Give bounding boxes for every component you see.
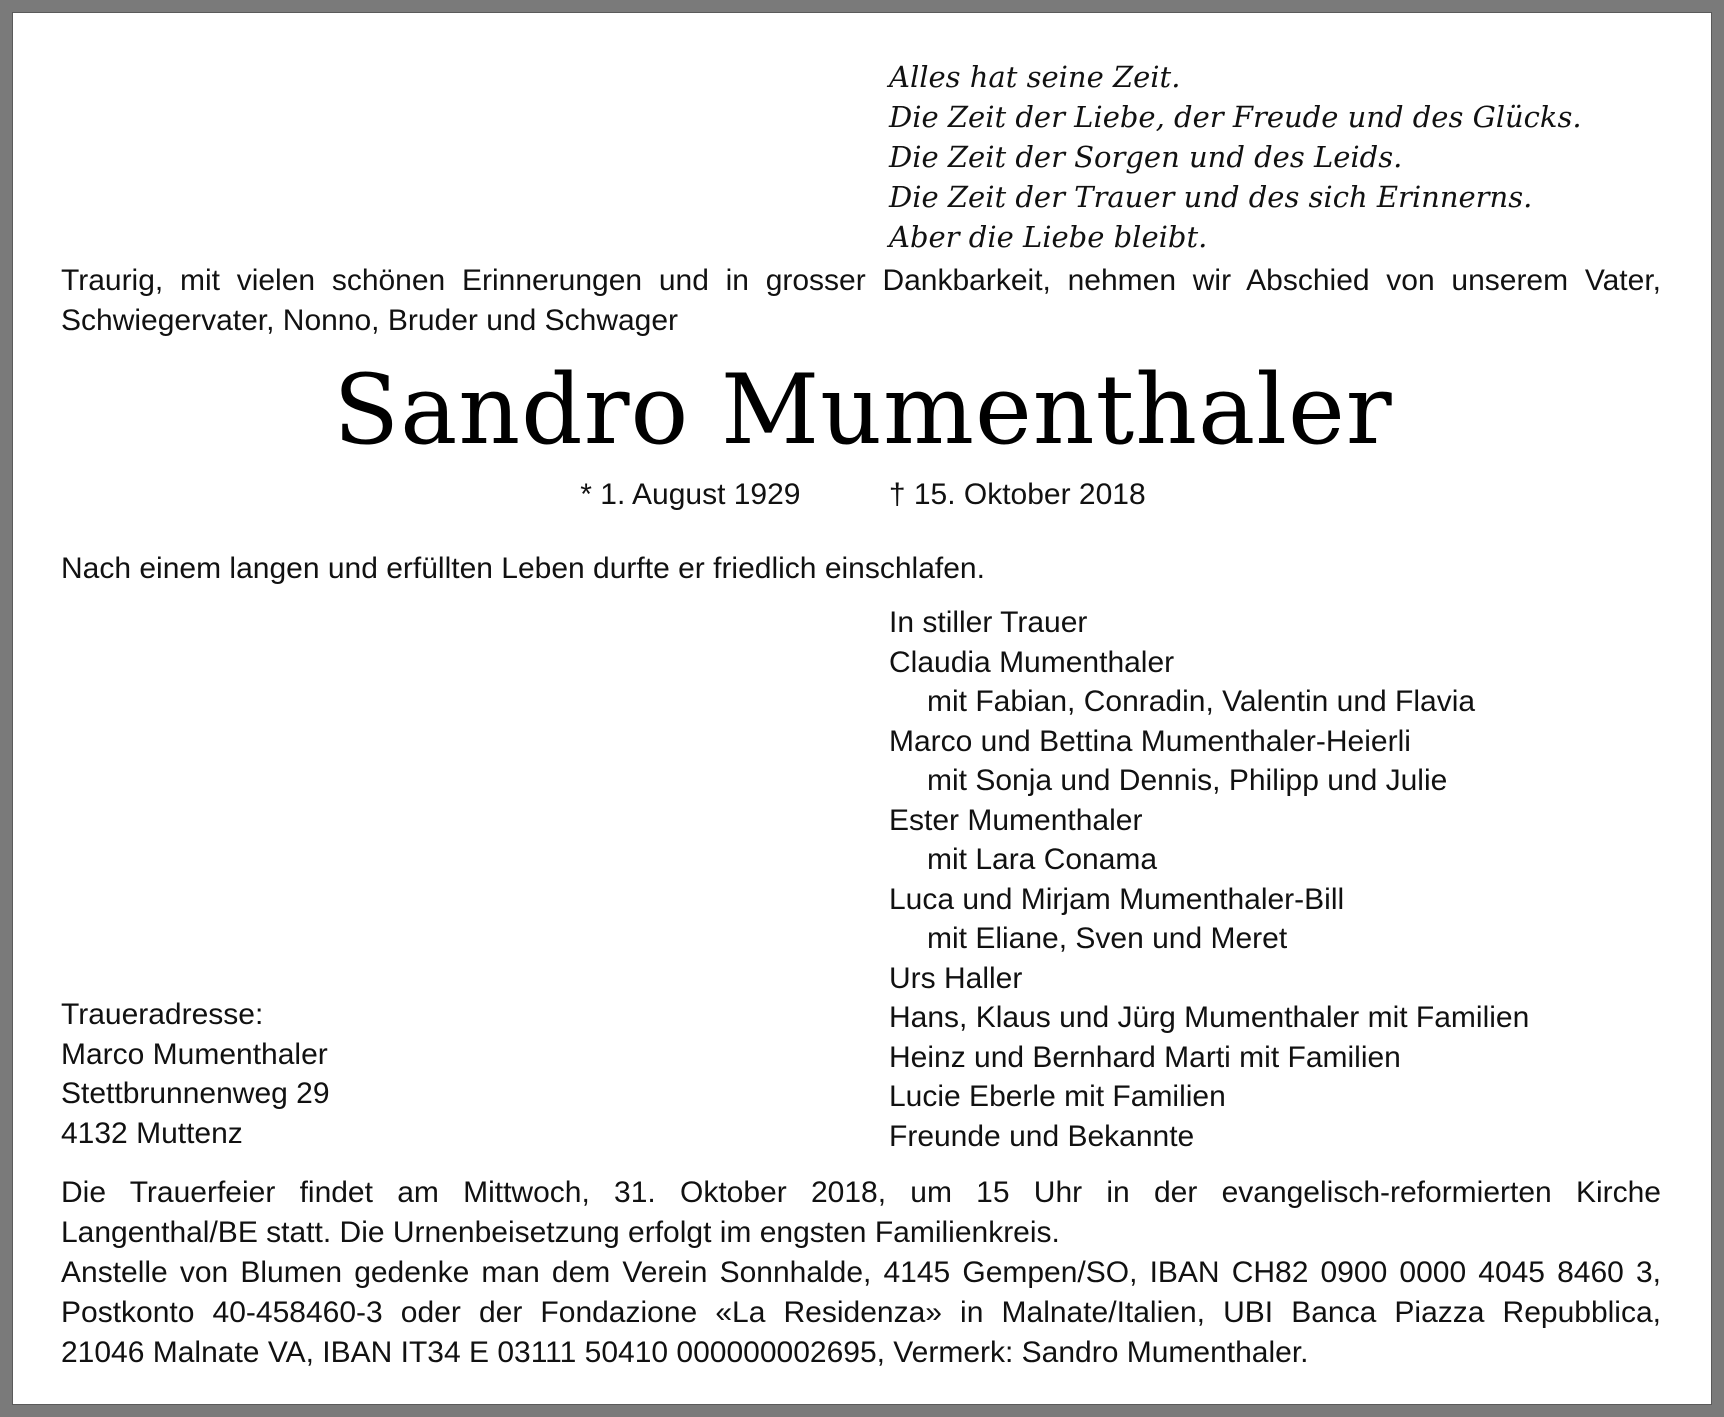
mourner-line: Luca und Mirjam Mumenthaler-Bill <box>889 882 1345 916</box>
mourner-line: Heinz und Bernhard Marti mit Familien <box>889 1040 1401 1074</box>
mourner-line: mit Lara Conama <box>927 843 1158 876</box>
mourner-line: Urs Haller <box>889 961 1023 995</box>
mourner-line: Ester Mumenthaler <box>889 803 1143 837</box>
mourner-line: Claudia Mumenthaler <box>889 645 1175 679</box>
poem-line: Die Zeit der Sorgen und des Leids. <box>889 140 1403 174</box>
address-line: Stettbrunnenweg 29 <box>61 1077 330 1110</box>
poem-line: Aber die Liebe bleibt. <box>889 220 1208 254</box>
peaceful-line: Nach einem langen und erfüllten Leben durfte er friedlich einschlafen. <box>61 552 985 585</box>
obituary-notice <box>12 12 1712 1405</box>
mourner-line: In stiller Trauer <box>889 606 1088 639</box>
address-line: Marco Mumenthaler <box>61 1037 328 1071</box>
birth-date: * 1. August 1929 <box>580 478 801 511</box>
closing-line: Anstelle von Blumen gedenke man dem Verein Sonnhalde, 4145 Gempen/SO, IBAN CH82 0900 0000 4045 8460 3, <box>61 1256 1661 1289</box>
closing-line: Postkonto 40-458460-3 oder der Fondazione «La Residenza» in Malnate/Italien, UBI Banca Piazza Repubblica, <box>61 1296 1661 1329</box>
poem-line: Die Zeit der Trauer und des sich Erinnerns. <box>889 180 1533 214</box>
address-label: Traueradresse: <box>61 998 264 1031</box>
mourner-line: mit Eliane, Sven und Meret <box>927 922 1288 955</box>
poem-line: Alles hat seine Zeit. <box>889 60 1181 94</box>
closing-line: 21046 Malnate VA, IBAN IT34 E 03111 50410 000000002695, Vermerk: Sandro Mumenthaler. <box>61 1336 1309 1369</box>
closing-line: Die Trauerfeier findet am Mittwoch, 31. Oktober 2018, um 15 Uhr in der evangelisch-reformierten Kirche <box>61 1176 1661 1209</box>
closing-line: Langenthal/BE statt. Die Urnenbeisetzung erfolgt im engsten Familienkreis. <box>61 1216 1060 1249</box>
mourner-line: Marco und Bettina Mumenthaler-Heierli <box>889 724 1411 758</box>
mourner-line: Lucie Eberle mit Familien <box>889 1080 1226 1113</box>
mourner-line: mit Fabian, Conradin, Valentin und Flavia <box>927 685 1476 718</box>
death-date: † 15. Oktober 2018 <box>888 478 1146 511</box>
mourning-address <box>61 995 330 1153</box>
life-dates <box>13 475 1713 515</box>
mourner-line: Freunde und Bekannte <box>889 1119 1195 1153</box>
mourner-line: Hans, Klaus und Jürg Mumenthaler mit Familien <box>889 1001 1530 1034</box>
poem <box>889 57 1582 257</box>
mourner-line: mit Sonja und Dennis, Philipp und Julie <box>927 764 1448 797</box>
address-line: 4132 Muttenz <box>61 1116 243 1150</box>
closing-text <box>61 1173 1661 1373</box>
mourners-list <box>889 603 1529 1156</box>
intro-text: Traurig, mit vielen schönen Erinnerungen und in grosser Dankbarkeit, nehmen wir Abschied von unserem Vater, Schwiegervater, Nonno, Bruder und Schwager <box>61 264 1661 337</box>
poem-line: Die Zeit der Liebe, der Freude und des Glücks. <box>889 100 1582 134</box>
deceased-name: Sandro Mumenthaler <box>333 354 1393 466</box>
